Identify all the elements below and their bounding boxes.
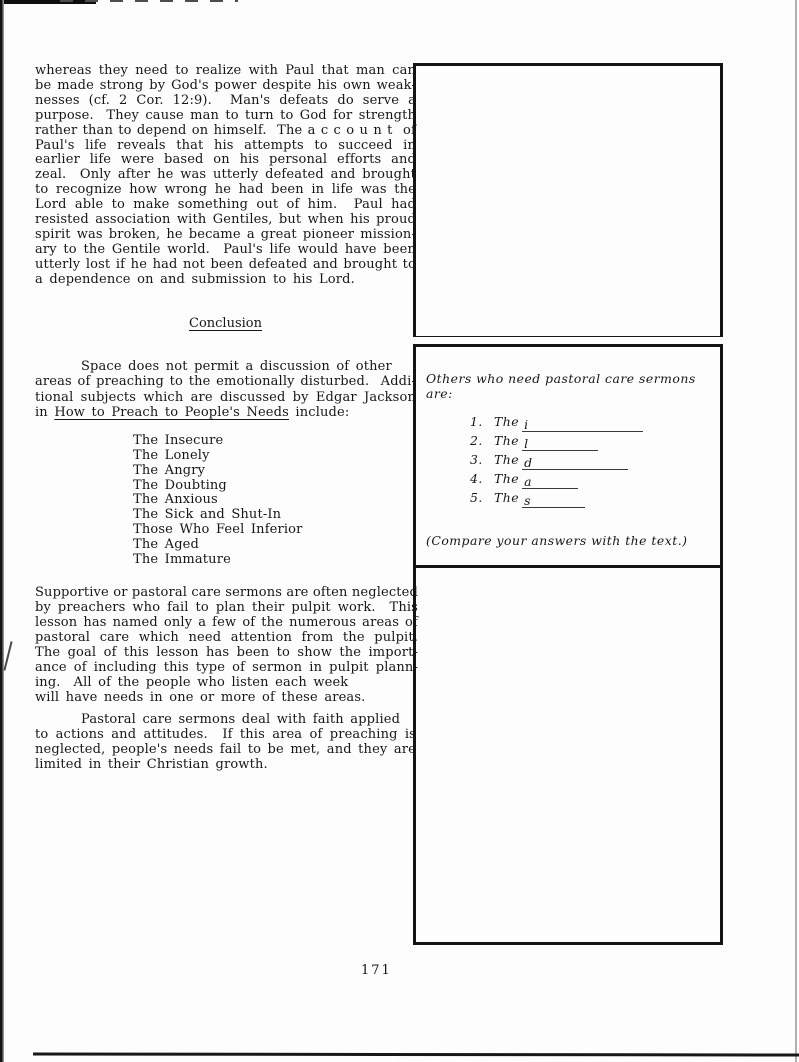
text-line: The Anxious xyxy=(133,492,218,508)
item-article: The xyxy=(494,433,520,448)
item-article: The xyxy=(494,471,520,486)
item-number: 3. xyxy=(470,452,483,467)
item-article: The xyxy=(494,452,520,467)
body-paragraph-space-last-line xyxy=(35,405,349,420)
text-line: The goal of this lesson has been to show the import- xyxy=(35,645,418,660)
text-line: The Doubting xyxy=(133,477,227,493)
text-line: ance of including this type of sermon in pulpit plann- xyxy=(35,660,418,675)
text-line: zeal. Only after he was utterly defeated and brought xyxy=(35,167,416,183)
item-number: 2. xyxy=(470,433,483,448)
text-line: a dependence on and submission to his Lord. xyxy=(35,271,355,287)
text-line: The Lonely xyxy=(133,447,210,463)
scan-artifact-right-edge xyxy=(795,0,797,1062)
text-line: lesson has named only a few of the numerous areas of xyxy=(35,615,418,630)
response-box-bottom-empty xyxy=(413,565,723,945)
scan-artifact-left-edge xyxy=(0,0,4,1062)
text-line: The Insecure xyxy=(133,433,224,448)
conclusion-heading-text: Conclusion xyxy=(189,316,262,331)
item-article: The xyxy=(494,490,520,505)
text-line: The Angry xyxy=(133,462,206,478)
text-line: earlier life were based on his personal efforts and xyxy=(35,152,416,168)
answer-hint-letter: a xyxy=(524,474,532,489)
book-title-prefix: in xyxy=(35,405,55,420)
text-line: purpose. They cause man to turn to God for strength xyxy=(35,107,416,123)
fill-in-item xyxy=(470,433,720,452)
text-line: The Aged xyxy=(133,536,199,552)
conclusion-heading xyxy=(35,316,416,331)
text-line: nesses (cf. 2 Cor. 12:9). Man's defeats do serve a xyxy=(35,92,416,108)
item-number: 4. xyxy=(470,471,483,486)
page-number: 171 xyxy=(361,963,392,978)
answer-hint-letter: l xyxy=(524,436,529,451)
text-line: neglected, people's needs fail to be met, and they are xyxy=(35,742,416,757)
text-line: whereas they need to realize with Paul that man can xyxy=(35,63,416,78)
answer-blank xyxy=(522,474,578,489)
text-line: utterly lost if he had not been defeated and brought to xyxy=(35,256,416,272)
text-line: areas of preaching to the emotionally disturbed. Addi- xyxy=(35,374,416,390)
text-line: Paul's life reveals that his attempts to succeed in xyxy=(35,137,416,153)
text-line: by preachers who fail to plan their pulpit work. This xyxy=(35,600,418,615)
scan-artifact-top-dashes xyxy=(60,0,238,2)
fill-in-item xyxy=(470,471,720,490)
text-line: to recognize how wrong he had been in life was the xyxy=(35,182,416,198)
book-title-suffix: include: xyxy=(288,405,350,420)
answer-hint-letter: i xyxy=(524,417,529,432)
text-line: Those Who Feel Inferior xyxy=(133,522,303,538)
text-line: rather than to depend on himself. The a c c o u n t of xyxy=(35,122,416,138)
response-box-top-empty xyxy=(413,63,723,337)
scan-artifact-stray-mark xyxy=(3,641,12,671)
answer-blank xyxy=(522,417,643,432)
text-line: The Immature xyxy=(133,551,231,567)
fill-in-item xyxy=(470,452,720,471)
book-title: How to Preach to People's Needs xyxy=(54,405,289,420)
scan-artifact-bottom-line xyxy=(33,1052,799,1056)
text-line: Supportive or pastoral care sermons are often neglected xyxy=(35,585,418,600)
text-line: will have needs in one or more of these areas. xyxy=(35,690,366,705)
item-number: 5. xyxy=(470,490,483,505)
text-line: be made strong by God's power despite his own weak- xyxy=(35,77,416,93)
body-paragraph-paul xyxy=(35,64,416,288)
text-line: The Sick and Shut-In xyxy=(133,507,282,523)
text-line: spirit was broken, he became a great pioneer mission- xyxy=(35,226,416,242)
text-line: ary to the Gentile world. Paul's life would have been xyxy=(35,241,416,257)
exercise-blank-list xyxy=(470,414,720,509)
answer-blank xyxy=(522,436,598,451)
answer-hint-letter: d xyxy=(524,455,533,470)
fill-in-item xyxy=(470,490,720,509)
fill-in-item xyxy=(470,414,720,433)
body-paragraph-supportive xyxy=(35,585,418,705)
fill-in-exercise-box xyxy=(413,344,723,567)
text-line: Lord able to make something out of him. Paul had xyxy=(35,197,416,213)
compare-note: (Compare your answers with the text.) xyxy=(426,533,688,548)
answer-hint-letter: s xyxy=(524,493,531,508)
reading-list xyxy=(133,434,303,568)
item-number: 1. xyxy=(470,414,483,429)
exercise-prompt: Others who need pastoral care sermons are: xyxy=(426,371,696,401)
item-article: The xyxy=(494,414,520,429)
text-line: limited in their Christian growth. xyxy=(35,757,268,772)
text-line: Pastoral care sermons deal with faith applied xyxy=(81,712,401,727)
text-line: to actions and attitudes. If this area of preaching is xyxy=(35,727,416,742)
text-line: Space does not permit a discussion of other xyxy=(81,359,392,374)
text-line: pastoral care which need attention from the pulpit. xyxy=(35,630,418,645)
body-paragraph-space xyxy=(35,359,416,405)
answer-blank xyxy=(522,455,628,470)
text-line: tional subjects which are discussed by Edgar Jackson xyxy=(35,389,416,405)
body-paragraph-pastoral xyxy=(35,712,416,772)
text-line: ing. All of the people who listen each week xyxy=(35,675,349,690)
text-line: resisted association with Gentiles, but when his proud xyxy=(35,212,416,228)
answer-blank xyxy=(522,493,585,508)
